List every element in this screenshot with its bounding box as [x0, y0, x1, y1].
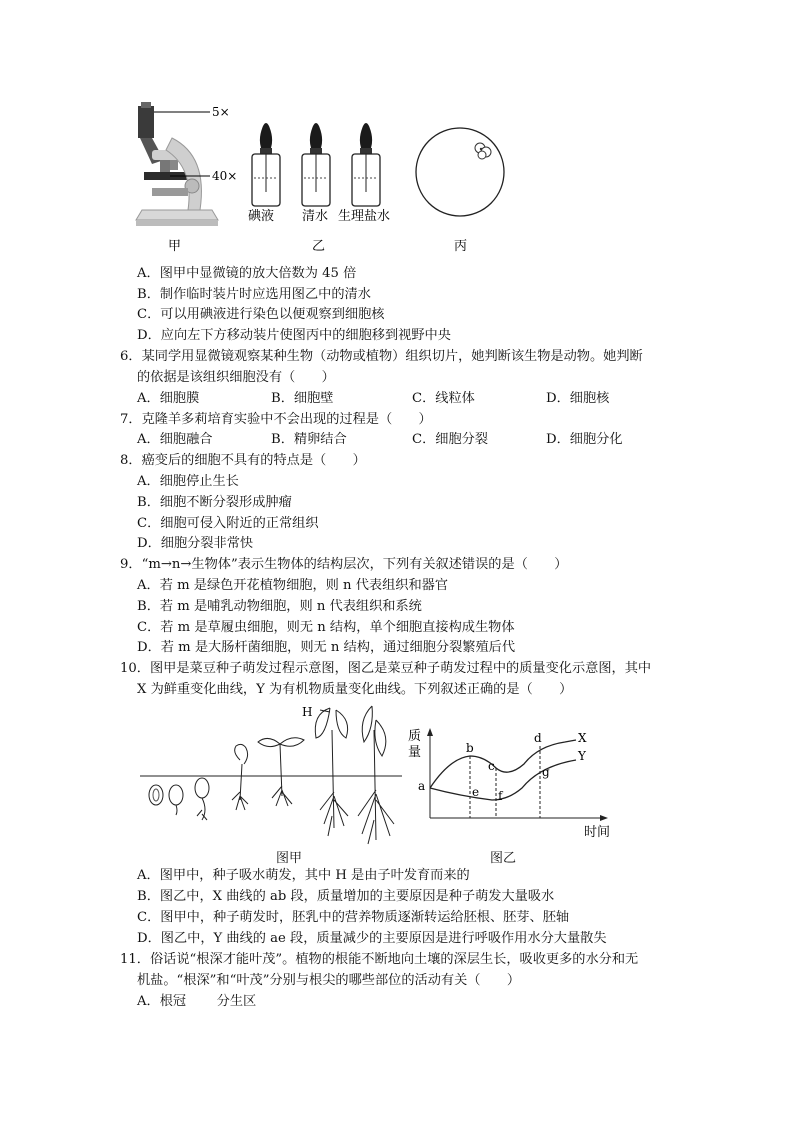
q7-option-a: A．细胞融合: [137, 432, 213, 447]
figure-yi-label: 图乙: [490, 851, 517, 866]
q7-stem: 7．克隆羊多莉培育实验中不会出现的过程是（ ）: [120, 412, 432, 427]
q9-stem: 9．“m→n→生物体”表示生物体的结构层次，下列有关叙述错误的是（ ）: [120, 557, 568, 572]
q10-option-b: B．图乙中，X 曲线的 ab 段，质量增加的主要原因是种子萌发大量吸水: [137, 889, 555, 904]
y-axis-label-2: 量: [408, 745, 422, 760]
bottle-label-saline: 生理盐水: [338, 209, 391, 224]
dropper-bottle-iodine: [252, 123, 280, 206]
figure-microscope-set: [130, 98, 510, 263]
curve-y: [430, 760, 576, 800]
seed-stage-5: [258, 738, 304, 806]
point-b-label: b: [466, 741, 474, 755]
q11-option-a: A．根冠 分生区: [137, 994, 257, 1009]
mag-objective-label: 40×: [212, 169, 238, 183]
q5-option-b: B．制作临时装片时应选用图乙中的清水: [137, 287, 371, 302]
q9-option-c: C．若 m 是草履虫细胞，则无 n 结构，单个细胞直接构成生物体: [137, 620, 515, 635]
q10-stem-line-1: 10．图甲是菜豆种子萌发过程示意图，图乙是菜豆种子萌发过程中的质量变化示意图，其中: [120, 661, 652, 676]
q6-option-c: C．线粒体: [412, 391, 475, 406]
q9-option-d: D．若 m 是大肠杆菌细胞，则无 n 结构，通过细胞分裂繁殖后代: [137, 640, 516, 655]
q9-option-b: B．若 m 是哺乳动物细胞，则 n 代表组织和系统: [137, 599, 422, 614]
q5-option-c: C．可以用碘液进行染色以便观察到细胞核: [137, 307, 385, 322]
q7-option-d: D．细胞分化: [546, 432, 623, 447]
bottle-label-water: 清水: [302, 209, 329, 224]
seed-stage-2: [169, 785, 183, 815]
mag-eyepiece-label: 5×: [212, 105, 230, 119]
x-axis-label: 时间: [584, 825, 611, 840]
point-f-label: f: [498, 789, 503, 803]
field-of-view: [416, 128, 504, 216]
seed-stage-7: [358, 706, 394, 844]
figure-label-bing: 丙: [454, 239, 468, 254]
point-d-label: d: [534, 731, 542, 745]
q7-option-b: B．精卵结合: [271, 432, 347, 447]
q8-option-b: B．细胞不断分裂形成肿瘤: [137, 495, 292, 510]
microscope-image: [136, 102, 218, 226]
dropper-bottle-saline: [352, 123, 380, 206]
figure-jia-label: 图甲: [276, 851, 303, 866]
q9-option-a: A．若 m 是绿色开花植物细胞，则 n 代表组织和器官: [137, 578, 449, 593]
bottle-label-iodine: 碘液: [248, 209, 275, 224]
figure-mass-graph: [400, 718, 620, 843]
q5-option-a: A．图甲中显微镜的放大倍数为 45 倍: [137, 266, 357, 281]
point-c-label: c: [488, 759, 495, 773]
q8-option-a: A．细胞停止生长: [137, 474, 239, 489]
q6-option-a: A．细胞膜: [137, 391, 200, 406]
dropper-bottle-water: [302, 123, 330, 206]
seed-stage-4: [232, 744, 248, 810]
q11-stem-line-1: 11．俗话说“根深才能叶茂”。植物的根能不断地向土壤的深层生长，吸收更多的水分和无: [120, 952, 639, 967]
seed-stage-6: [315, 708, 348, 836]
seed-stage-3: [195, 778, 209, 820]
q8-option-c: C．细胞可侵入附近的正常组织: [137, 516, 319, 531]
curve-x: [430, 740, 576, 788]
q7-option-c: C．细胞分裂: [412, 432, 489, 447]
seed-stage-1: [149, 785, 163, 805]
figure-label-yi: 乙: [312, 239, 326, 254]
q11-stem-line-2: 机盐。“根深”和“叶茂”分别与根尖的哪些部位的活动有关（ ）: [137, 973, 521, 988]
q10-option-c: C．图甲中，种子萌发时，胚乳中的营养物质逐渐转运给胚根、胚芽、胚轴: [137, 910, 570, 925]
q6-stem-line-1: 6．某同学用显微镜观察某种生物（动物或植物）组织切片，她判断该生物是动物。她判断: [120, 349, 643, 364]
figure-seed-germination: [140, 700, 402, 850]
series-y-label: Y: [578, 749, 586, 763]
series-x-label: X: [578, 731, 587, 745]
q6-option-b: B．细胞壁: [271, 391, 334, 406]
q6-stem-line-2: 的依据是该组织细胞没有（ ）: [137, 370, 335, 385]
point-g-label: g: [542, 765, 550, 779]
q10-option-d: D．图乙中，Y 曲线的 ae 段，质量减少的主要原因是进行呼吸作用水分大量散失: [137, 931, 607, 946]
point-e-label: e: [472, 785, 480, 799]
point-a-label: a: [418, 779, 426, 793]
q8-option-d: D．细胞分裂非常快: [137, 536, 254, 551]
q6-option-d: D．细胞核: [546, 391, 610, 406]
q10-option-a: A．图甲中，种子吸水萌发，其中 H 是由子叶发育而来的: [137, 868, 470, 883]
q8-stem: 8．癌变后的细胞不具有的特点是（ ）: [120, 453, 366, 468]
y-axis-label-1: 质: [408, 729, 422, 744]
q10-stem-line-2: X 为鲜重变化曲线，Y 为有机物质量变化曲线。下列叙述正确的是（ ）: [137, 682, 573, 697]
figure-label-jia: 甲: [168, 239, 182, 254]
seed-h-label: H: [302, 705, 313, 719]
q5-option-d: D．应向左下方移动装片使图丙中的细胞移到视野中央: [137, 328, 451, 343]
